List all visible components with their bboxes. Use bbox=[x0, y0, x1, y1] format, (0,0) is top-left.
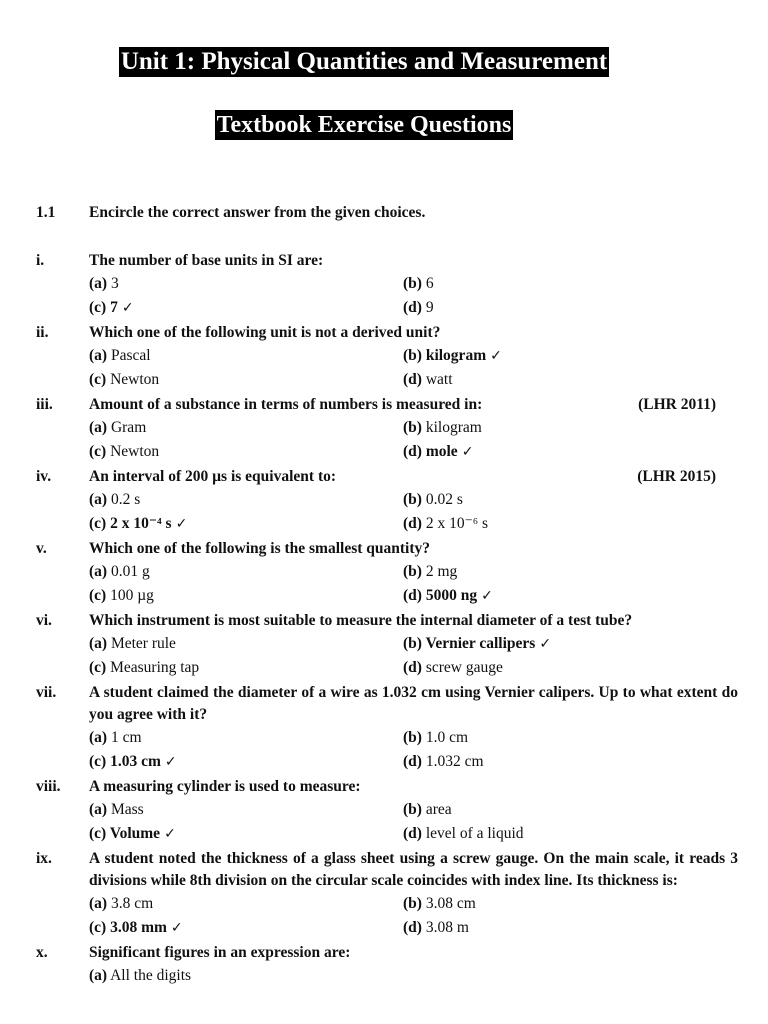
question-header bbox=[36, 466, 738, 488]
answer-option bbox=[403, 440, 717, 464]
option-key: (a) bbox=[89, 347, 108, 364]
answer-option bbox=[89, 892, 403, 916]
option-key: (b) bbox=[403, 419, 422, 436]
answer-option bbox=[89, 344, 403, 368]
option-text: 1 cm bbox=[110, 729, 142, 746]
question-text: Amount of a substance in terms of numbers is measured in: bbox=[89, 396, 483, 413]
option-text: 7 bbox=[110, 299, 118, 316]
question-number: ii. bbox=[36, 324, 49, 341]
option-list bbox=[36, 416, 738, 464]
check-icon: ✓ bbox=[461, 444, 474, 460]
option-key: (c) bbox=[89, 919, 107, 936]
answer-option bbox=[89, 656, 403, 680]
option-text: 1.032 cm bbox=[425, 753, 484, 770]
question-item bbox=[36, 394, 738, 466]
option-row bbox=[89, 416, 738, 440]
option-row bbox=[89, 750, 738, 774]
question-reference: (LHR 2015) bbox=[637, 468, 716, 485]
option-row bbox=[89, 560, 738, 584]
option-row bbox=[89, 272, 738, 296]
question-item bbox=[36, 466, 738, 538]
option-key: (d) bbox=[403, 659, 422, 676]
answer-option bbox=[403, 560, 717, 584]
question-number: i. bbox=[36, 252, 45, 269]
option-key: (d) bbox=[403, 371, 422, 388]
check-icon: ✓ bbox=[539, 636, 552, 652]
option-row bbox=[89, 344, 738, 368]
answer-option bbox=[89, 750, 403, 774]
question-number: vi. bbox=[36, 612, 52, 629]
option-row bbox=[89, 440, 738, 464]
answer-option bbox=[403, 488, 717, 512]
question-text: A student noted the thickness of a glass sheet using a screw gauge. On the main scale, it reads 3 divisions while 8th division on the circular scale coincides with index line. Its thickness is: bbox=[89, 850, 738, 889]
option-key: (a) bbox=[89, 491, 108, 508]
option-text: 2 x 10⁻⁶ s bbox=[425, 515, 489, 532]
option-text: Mass bbox=[110, 801, 144, 818]
question-number: iii. bbox=[36, 396, 53, 413]
question-header bbox=[36, 610, 738, 632]
option-key: (a) bbox=[89, 729, 108, 746]
option-text: mole bbox=[425, 443, 458, 460]
option-key: (a) bbox=[89, 275, 108, 292]
answer-option bbox=[403, 656, 717, 680]
option-key: (b) bbox=[403, 491, 422, 508]
option-key: (d) bbox=[403, 299, 422, 316]
option-text: kilogram bbox=[425, 347, 487, 364]
question-number: ix. bbox=[36, 850, 52, 867]
answer-option bbox=[403, 798, 717, 822]
option-text: 3.08 m bbox=[425, 919, 469, 936]
option-row bbox=[89, 726, 738, 750]
question-text: A student claimed the diameter of a wire as 1.032 cm using Vernier calipers. Up to what extent do you agree with it? bbox=[89, 684, 738, 723]
answer-option bbox=[89, 272, 403, 296]
answer-option bbox=[403, 892, 717, 916]
option-text: 6 bbox=[425, 275, 434, 292]
option-text: area bbox=[425, 801, 452, 818]
check-icon: ✓ bbox=[490, 348, 502, 364]
question-reference: (LHR 2011) bbox=[638, 396, 716, 413]
option-key: (c) bbox=[89, 371, 107, 388]
answer-option bbox=[403, 296, 717, 320]
option-row bbox=[89, 656, 738, 680]
option-text: 0.02 s bbox=[425, 491, 463, 508]
option-key: (c) bbox=[89, 443, 107, 460]
option-list bbox=[36, 798, 738, 846]
option-text: All the digits bbox=[110, 967, 192, 984]
answer-option bbox=[403, 368, 717, 392]
answer-option bbox=[403, 750, 717, 774]
option-text: screw gauge bbox=[425, 659, 503, 676]
option-row bbox=[89, 296, 738, 320]
option-key: (d) bbox=[403, 587, 422, 604]
option-text: Measuring tap bbox=[110, 659, 200, 676]
answer-option bbox=[403, 822, 717, 846]
option-key: (c) bbox=[89, 515, 107, 532]
option-key: (a) bbox=[89, 635, 108, 652]
question-text: Significant figures in an expression are: bbox=[89, 944, 351, 961]
option-text: 2 mg bbox=[425, 563, 458, 580]
option-text: 3.08 mm bbox=[110, 919, 167, 936]
option-key: (d) bbox=[403, 443, 422, 460]
question-item bbox=[36, 322, 738, 394]
option-key: (c) bbox=[89, 825, 107, 842]
question-number: v. bbox=[36, 540, 47, 557]
option-text: Volume bbox=[109, 825, 161, 842]
option-text: 100 µg bbox=[110, 587, 154, 604]
option-key: (a) bbox=[89, 563, 108, 580]
option-text: Pascal bbox=[110, 347, 151, 364]
question-number: vii. bbox=[36, 684, 57, 701]
question-number: iv. bbox=[36, 468, 52, 485]
option-text: Meter rule bbox=[110, 635, 176, 652]
subtitle-block bbox=[0, 110, 748, 140]
option-row bbox=[89, 488, 738, 512]
option-list bbox=[36, 560, 738, 608]
option-row bbox=[89, 584, 738, 608]
question-item bbox=[36, 942, 738, 990]
answer-option bbox=[403, 512, 717, 536]
option-row bbox=[89, 512, 738, 536]
option-key: (b) bbox=[403, 347, 422, 364]
answer-option bbox=[403, 632, 717, 656]
answer-option bbox=[89, 726, 403, 750]
exercise-number: 1.1 bbox=[36, 204, 56, 221]
option-key: (c) bbox=[89, 659, 107, 676]
option-text: 5000 ng bbox=[425, 587, 478, 604]
option-key: (b) bbox=[403, 275, 422, 292]
answer-option bbox=[89, 488, 403, 512]
answer-option bbox=[89, 916, 403, 940]
question-item bbox=[36, 610, 738, 682]
check-icon: ✓ bbox=[164, 754, 177, 770]
question-header bbox=[36, 322, 738, 344]
question-header bbox=[36, 776, 738, 798]
option-key: (a) bbox=[89, 895, 108, 912]
option-text: Newton bbox=[110, 371, 160, 388]
option-text: kilogram bbox=[425, 419, 482, 436]
option-key: (d) bbox=[403, 753, 422, 770]
option-key: (c) bbox=[89, 299, 107, 316]
option-key: (a) bbox=[89, 801, 108, 818]
option-text: 9 bbox=[425, 299, 434, 316]
option-key: (d) bbox=[403, 825, 422, 842]
question-header bbox=[36, 942, 738, 964]
option-key: (b) bbox=[403, 563, 422, 580]
answer-option bbox=[403, 916, 717, 940]
question-text: Which instrument is most suitable to measure the internal diameter of a test tube? bbox=[89, 612, 633, 629]
answer-option bbox=[89, 560, 403, 584]
option-list bbox=[36, 488, 738, 536]
option-row bbox=[89, 632, 738, 656]
answer-option bbox=[403, 416, 717, 440]
option-text: watt bbox=[425, 371, 453, 388]
option-text: 1.0 cm bbox=[425, 729, 469, 746]
answer-option bbox=[89, 632, 403, 656]
option-list bbox=[36, 632, 738, 680]
title-block bbox=[0, 47, 748, 77]
question-text: The number of base units in SI are: bbox=[89, 252, 324, 269]
option-key: (b) bbox=[403, 801, 422, 818]
question-number: viii. bbox=[36, 778, 61, 795]
option-text: 2 x 10⁻⁴ s bbox=[110, 515, 172, 532]
option-row bbox=[89, 916, 738, 940]
question-header bbox=[36, 250, 738, 272]
option-text: 3.8 cm bbox=[110, 895, 154, 912]
question-item bbox=[36, 776, 738, 848]
option-key: (a) bbox=[89, 419, 108, 436]
option-text: 0.01 g bbox=[110, 563, 150, 580]
question-header bbox=[36, 394, 738, 416]
page-subtitle: Textbook Exercise Questions bbox=[216, 112, 512, 138]
option-text: Gram bbox=[110, 419, 147, 436]
option-text: 1.03 cm bbox=[110, 753, 161, 770]
question-list bbox=[36, 250, 738, 990]
option-text: level of a liquid bbox=[425, 825, 524, 842]
option-text: 3.08 cm bbox=[425, 895, 476, 912]
question-header bbox=[36, 538, 738, 560]
option-list bbox=[36, 726, 738, 774]
option-row bbox=[89, 798, 738, 822]
option-key: (b) bbox=[403, 729, 422, 746]
answer-option bbox=[89, 416, 403, 440]
answer-option bbox=[89, 584, 403, 608]
question-text: Which one of the following unit is not a derived unit? bbox=[89, 324, 441, 341]
answer-option bbox=[89, 296, 403, 320]
question-item bbox=[36, 848, 738, 942]
option-list bbox=[36, 964, 738, 988]
option-key: (b) bbox=[403, 895, 422, 912]
option-key: (d) bbox=[403, 515, 422, 532]
option-text: Newton bbox=[110, 443, 160, 460]
question-item bbox=[36, 250, 738, 322]
option-key: (c) bbox=[89, 587, 107, 604]
answer-option bbox=[403, 272, 717, 296]
answer-option bbox=[403, 344, 717, 368]
answer-option bbox=[403, 584, 717, 608]
option-text: 0.2 s bbox=[110, 491, 141, 508]
question-item bbox=[36, 538, 738, 610]
answer-option bbox=[403, 726, 717, 750]
question-item bbox=[36, 682, 738, 776]
answer-option bbox=[89, 440, 403, 464]
question-text: A measuring cylinder is used to measure: bbox=[89, 778, 361, 795]
answer-option bbox=[89, 368, 403, 392]
option-key: (d) bbox=[403, 919, 422, 936]
option-key: (a) bbox=[89, 967, 108, 984]
answer-option bbox=[89, 798, 403, 822]
option-key: (b) bbox=[403, 635, 422, 652]
question-text: An interval of 200 µs is equivalent to: bbox=[89, 468, 337, 485]
answer-option bbox=[89, 822, 403, 846]
option-text: Vernier callipers bbox=[425, 635, 536, 652]
option-list bbox=[36, 272, 738, 320]
check-icon: ✓ bbox=[175, 516, 188, 532]
exercise-instruction: Encircle the correct answer from the given choices. bbox=[89, 204, 426, 221]
check-icon: ✓ bbox=[121, 300, 134, 316]
option-row bbox=[89, 822, 738, 846]
option-list bbox=[36, 892, 738, 940]
check-icon: ✓ bbox=[170, 920, 183, 936]
question-header bbox=[36, 682, 738, 726]
check-icon: ✓ bbox=[481, 588, 493, 604]
page-title: Unit 1: Physical Quantities and Measurement bbox=[120, 48, 608, 75]
option-list bbox=[36, 344, 738, 392]
option-row bbox=[89, 892, 738, 916]
question-header bbox=[36, 848, 738, 892]
option-text: 3 bbox=[110, 275, 119, 292]
question-text: Which one of the following is the smallest quantity? bbox=[89, 540, 431, 557]
question-number: x. bbox=[36, 944, 48, 961]
option-key: (c) bbox=[89, 753, 107, 770]
answer-option bbox=[89, 512, 403, 536]
option-row bbox=[89, 368, 738, 392]
option-row bbox=[89, 964, 738, 988]
check-icon: ✓ bbox=[164, 826, 176, 842]
answer-option bbox=[89, 964, 403, 988]
